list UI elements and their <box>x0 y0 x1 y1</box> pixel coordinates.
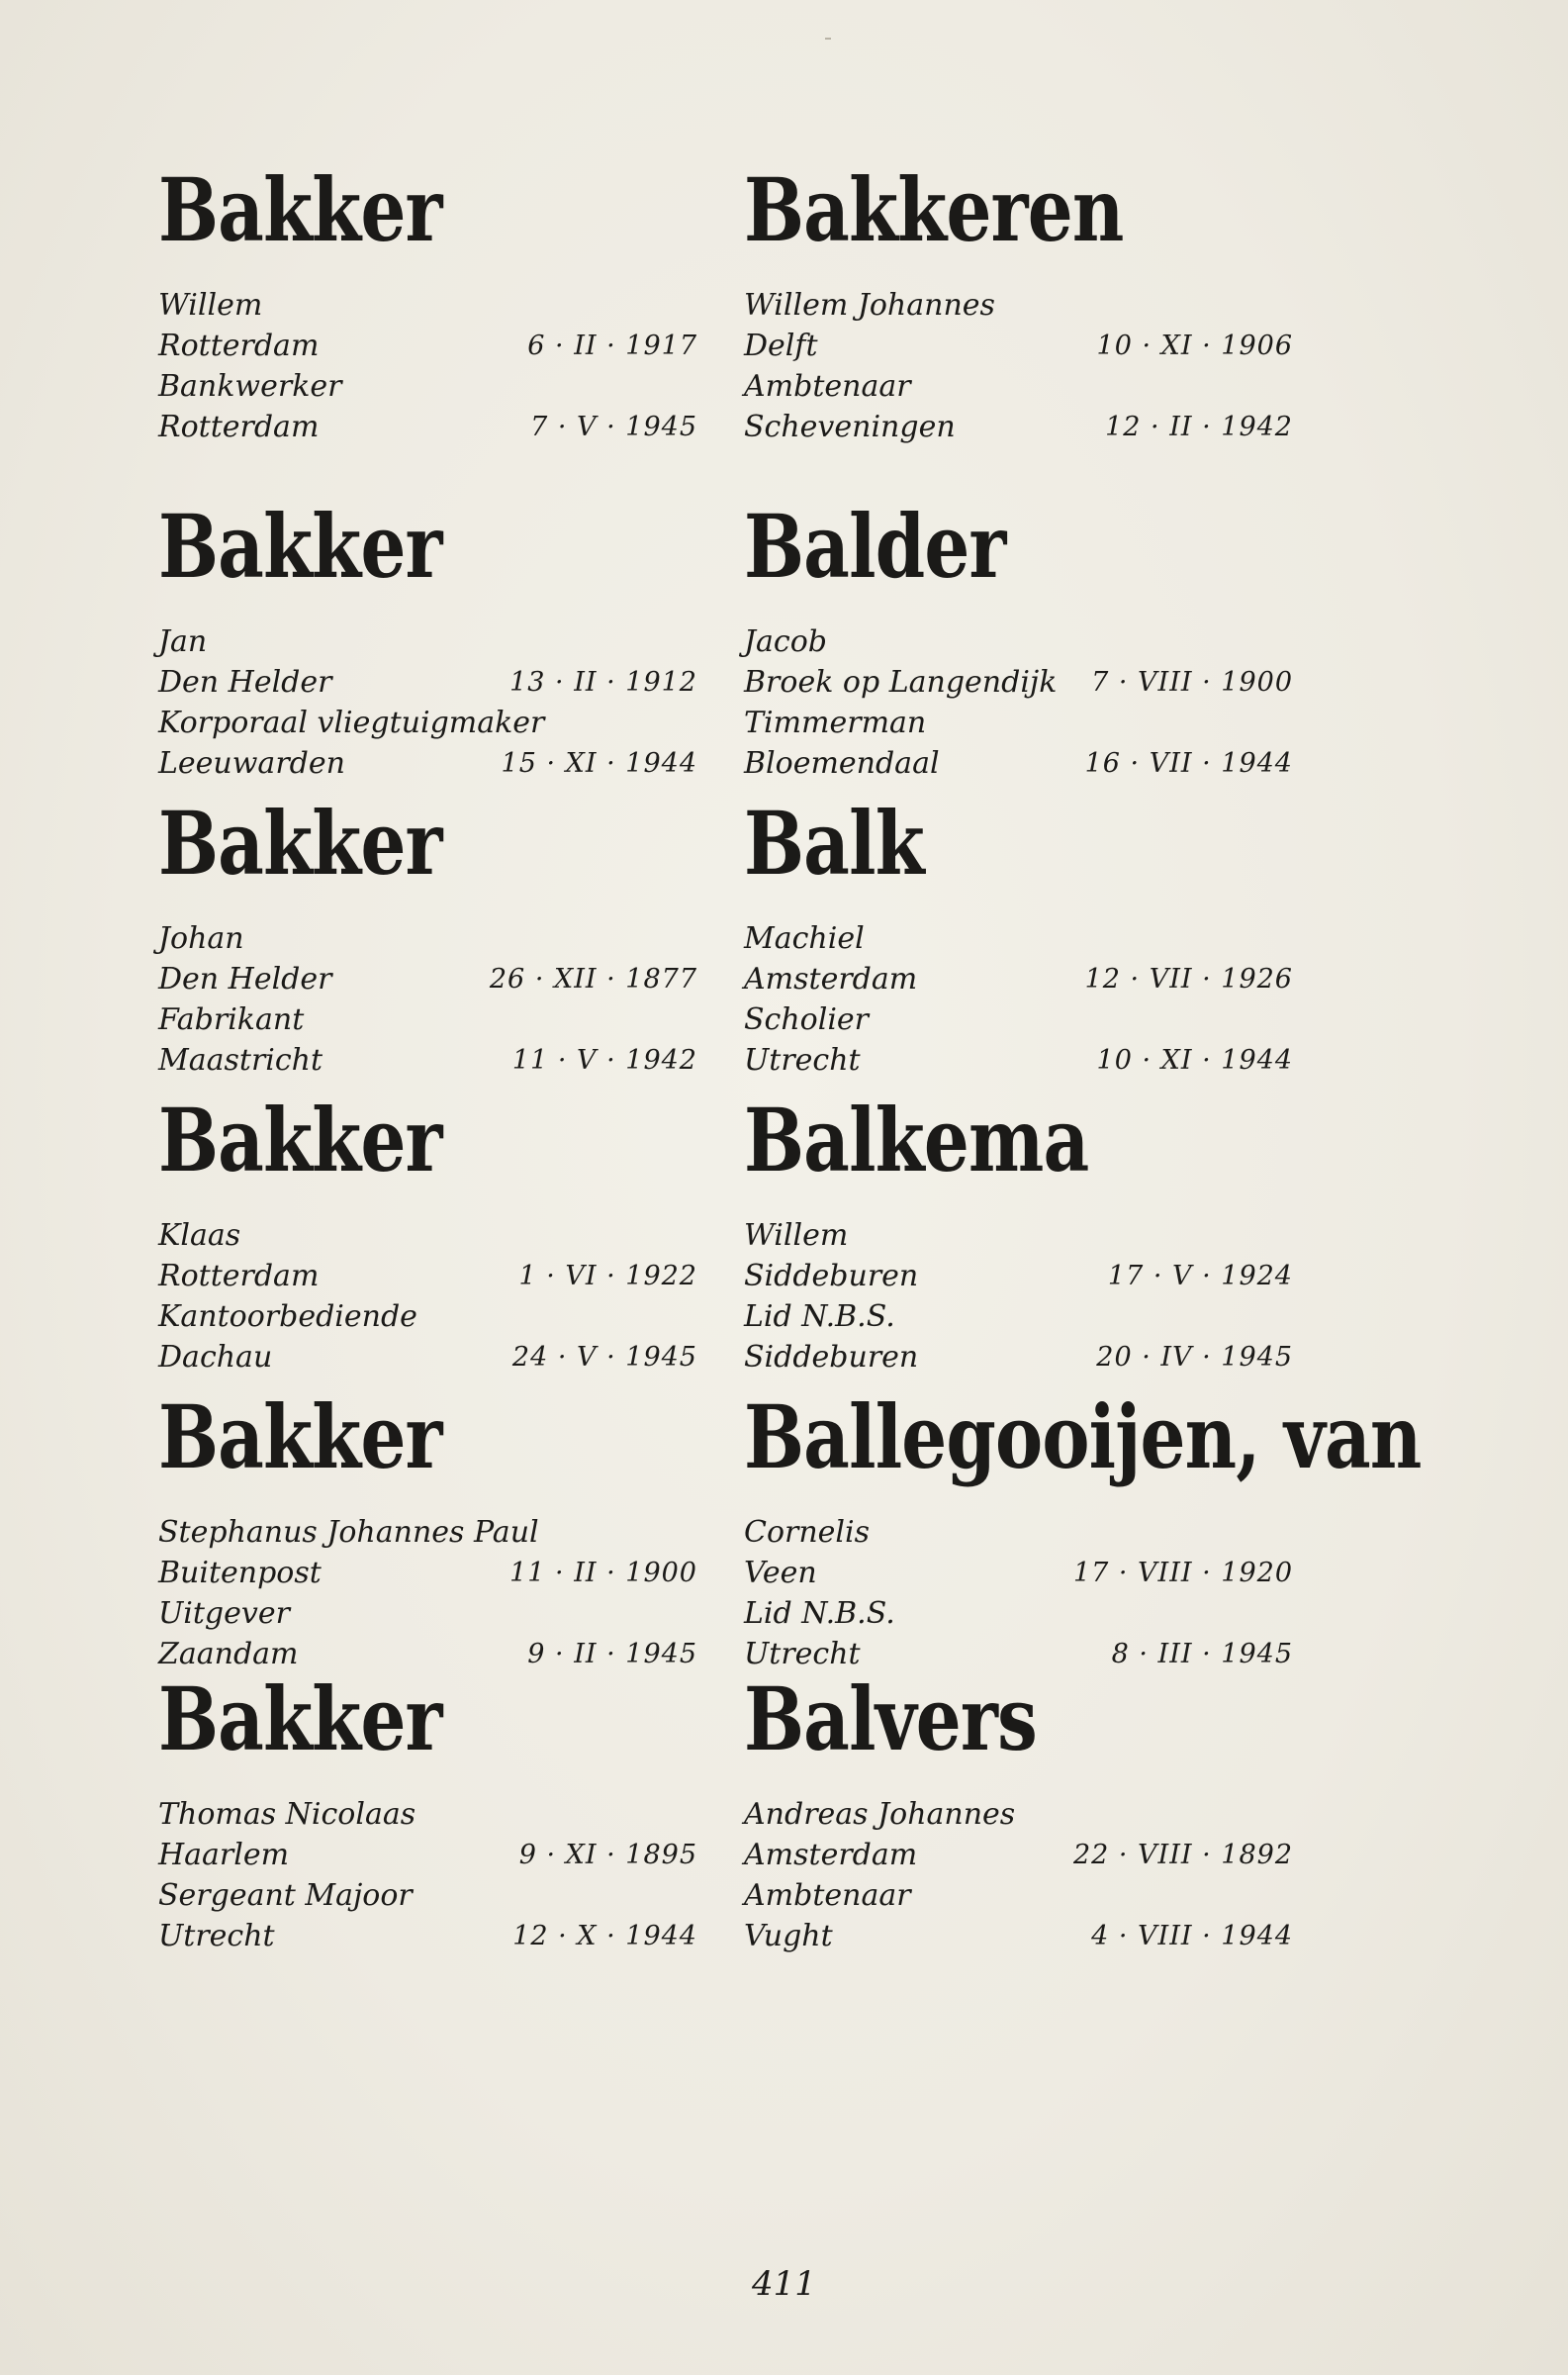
first-names-row <box>744 1512 1293 1553</box>
occupation: Kantoorbediende <box>158 1299 417 1334</box>
surname-heading: Bakker <box>158 1667 442 1770</box>
surname-heading: Balk <box>744 792 924 895</box>
birth-place: Amsterdam <box>744 962 918 997</box>
page-number: 411 <box>752 2264 816 2304</box>
birth-place: Den Helder <box>158 665 332 700</box>
first-names-row <box>158 285 697 326</box>
birth-row <box>158 1256 697 1296</box>
occupation-row <box>744 1296 1293 1337</box>
occupation: Timmerman <box>744 706 927 740</box>
name-entry <box>744 1667 1293 1956</box>
birth-row <box>744 326 1293 366</box>
occupation: Sergeant Majoor <box>158 1878 413 1913</box>
first-names: Willem <box>744 1218 849 1253</box>
first-names-row <box>744 285 1293 326</box>
first-names: Stephanus Johannes Paul <box>158 1515 539 1550</box>
birth-row <box>744 959 1293 999</box>
surname-heading: Bakker <box>158 158 442 261</box>
first-names-row <box>744 1215 1293 1256</box>
name-entry <box>158 158 697 447</box>
birth-place: Den Helder <box>158 962 332 997</box>
surname-heading: Balkema <box>744 1089 1089 1191</box>
birth-date: 13 · II · 1912 <box>509 667 697 698</box>
surname-heading: Bakker <box>158 495 442 598</box>
first-names-row <box>158 621 697 662</box>
birth-row <box>158 326 697 366</box>
birth-row <box>744 1553 1293 1593</box>
birth-place: Rotterdam <box>158 329 320 363</box>
name-entry <box>158 1385 697 1674</box>
name-entry <box>158 1089 697 1378</box>
first-names: Willem Johannes <box>744 288 995 323</box>
occupation-row <box>158 999 697 1040</box>
occupation: Uitgever <box>158 1596 290 1631</box>
first-names: Willem <box>158 288 263 323</box>
first-names-row <box>158 1794 697 1835</box>
death-date: 16 · VII · 1944 <box>1084 748 1293 779</box>
death-date: 4 · VIII · 1944 <box>1091 1921 1293 1951</box>
occupation-row <box>158 1593 697 1634</box>
surname-heading: Balder <box>744 495 1006 598</box>
name-entry <box>158 1667 697 1956</box>
death-date: 15 · XI · 1944 <box>501 748 697 779</box>
birth-row <box>744 1256 1293 1296</box>
birth-row <box>158 1835 697 1875</box>
surname-heading: Bakker <box>158 1089 442 1191</box>
death-place: Utrecht <box>744 1043 861 1078</box>
death-date: 12 · II · 1942 <box>1105 412 1293 442</box>
death-row <box>158 1337 697 1378</box>
death-place: Leeuwarden <box>158 746 345 781</box>
death-place: Vught <box>744 1919 833 1953</box>
first-names-row <box>744 1794 1293 1835</box>
death-place: Siddeburen <box>744 1340 919 1375</box>
death-row <box>744 1916 1293 1956</box>
occupation-row <box>744 1593 1293 1634</box>
death-row <box>744 1337 1293 1378</box>
occupation-row <box>158 1875 697 1916</box>
birth-date: 12 · VII · 1926 <box>1084 964 1293 995</box>
death-date: 10 · XI · 1944 <box>1096 1045 1293 1076</box>
birth-date: 17 · V · 1924 <box>1107 1261 1293 1291</box>
birth-date: 22 · VIII · 1892 <box>1072 1840 1293 1870</box>
death-row <box>744 407 1293 447</box>
first-names: Andreas Johannes <box>744 1797 1016 1832</box>
birth-place: Delft <box>744 329 818 363</box>
birth-place: Siddeburen <box>744 1259 919 1293</box>
death-date: 9 · II · 1945 <box>527 1639 697 1669</box>
death-row <box>744 1040 1293 1081</box>
surname-heading: Bakker <box>158 792 442 895</box>
death-date: 12 · X · 1944 <box>512 1921 697 1951</box>
birth-row <box>744 1835 1293 1875</box>
occupation-row <box>744 1875 1293 1916</box>
birth-place: Haarlem <box>158 1838 290 1872</box>
birth-row <box>158 959 697 999</box>
surname-heading: Bakker <box>158 1385 442 1488</box>
first-names-row <box>744 621 1293 662</box>
death-date: 24 · V · 1945 <box>511 1342 697 1373</box>
birth-date: 10 · XI · 1906 <box>1096 331 1293 361</box>
surname-heading: Balvers <box>744 1667 1037 1770</box>
first-names: Machiel <box>744 921 865 956</box>
first-names: Jacob <box>744 624 827 659</box>
occupation: Fabrikant <box>158 1002 305 1037</box>
death-row <box>744 743 1293 784</box>
first-names: Johan <box>158 921 244 956</box>
first-names-row <box>158 1512 697 1553</box>
death-row <box>158 743 697 784</box>
death-place: Dachau <box>158 1340 273 1375</box>
birth-row <box>158 662 697 703</box>
death-place: Maastricht <box>158 1043 323 1078</box>
death-date: 7 · V · 1945 <box>530 412 697 442</box>
first-names-row <box>158 918 697 959</box>
death-place: Utrecht <box>158 1919 275 1953</box>
first-names-row <box>744 918 1293 959</box>
occupation: Ambtenaar <box>744 1878 911 1913</box>
birth-date: 9 · XI · 1895 <box>518 1840 697 1870</box>
occupation-row <box>744 999 1293 1040</box>
surname-heading: Bakkeren <box>744 158 1124 261</box>
occupation-row <box>158 703 697 743</box>
first-names-row <box>158 1215 697 1256</box>
name-entry <box>158 792 697 1081</box>
birth-date: 1 · VI · 1922 <box>518 1261 697 1291</box>
occupation: Bankwerker <box>158 369 342 404</box>
first-names: Cornelis <box>744 1515 871 1550</box>
death-date: 11 · V · 1942 <box>511 1045 697 1076</box>
name-entry <box>744 495 1293 784</box>
occupation: Ambtenaar <box>744 369 911 404</box>
occupation: Lid N.B.S. <box>744 1596 895 1631</box>
death-place: Rotterdam <box>158 410 320 444</box>
name-entry <box>744 1089 1293 1378</box>
name-entry <box>744 1385 1422 1674</box>
birth-date: 17 · VIII · 1920 <box>1072 1558 1293 1588</box>
occupation-row <box>158 366 697 407</box>
first-names: Jan <box>158 624 208 659</box>
death-date: 20 · IV · 1945 <box>1096 1342 1293 1373</box>
death-date: 8 · III · 1945 <box>1111 1639 1293 1669</box>
death-place: Scheveningen <box>744 410 956 444</box>
birth-row <box>158 1553 697 1593</box>
occupation-row <box>744 703 1293 743</box>
birth-date: 7 · VIII · 1900 <box>1091 667 1293 698</box>
death-row <box>158 1916 697 1956</box>
name-entry <box>744 158 1293 447</box>
birth-date: 11 · II · 1900 <box>509 1558 697 1588</box>
occupation-row <box>158 1296 697 1337</box>
occupation: Korporaal vliegtuigmaker <box>158 706 545 740</box>
death-place: Bloemendaal <box>744 746 940 781</box>
birth-row <box>744 662 1293 703</box>
first-names: Thomas Nicolaas <box>158 1797 416 1832</box>
birth-place: Veen <box>744 1556 817 1590</box>
name-entry <box>744 792 1293 1081</box>
death-place: Zaandam <box>158 1637 299 1671</box>
print-mark <box>825 38 831 40</box>
occupation: Lid N.B.S. <box>744 1299 895 1334</box>
death-place: Utrecht <box>744 1637 861 1671</box>
death-row <box>158 1040 697 1081</box>
occupation: Scholier <box>744 1002 870 1037</box>
birth-place: Broek op Langendijk <box>744 665 1058 700</box>
name-entry <box>158 495 697 784</box>
birth-place: Buitenpost <box>158 1556 322 1590</box>
birth-place: Rotterdam <box>158 1259 320 1293</box>
surname-heading: Ballegooijen, van <box>744 1385 1422 1488</box>
birth-date: 6 · II · 1917 <box>527 331 697 361</box>
first-names: Klaas <box>158 1218 241 1253</box>
occupation-row <box>744 366 1293 407</box>
birth-date: 26 · XII · 1877 <box>489 964 697 995</box>
birth-place: Amsterdam <box>744 1838 918 1872</box>
death-row <box>158 407 697 447</box>
